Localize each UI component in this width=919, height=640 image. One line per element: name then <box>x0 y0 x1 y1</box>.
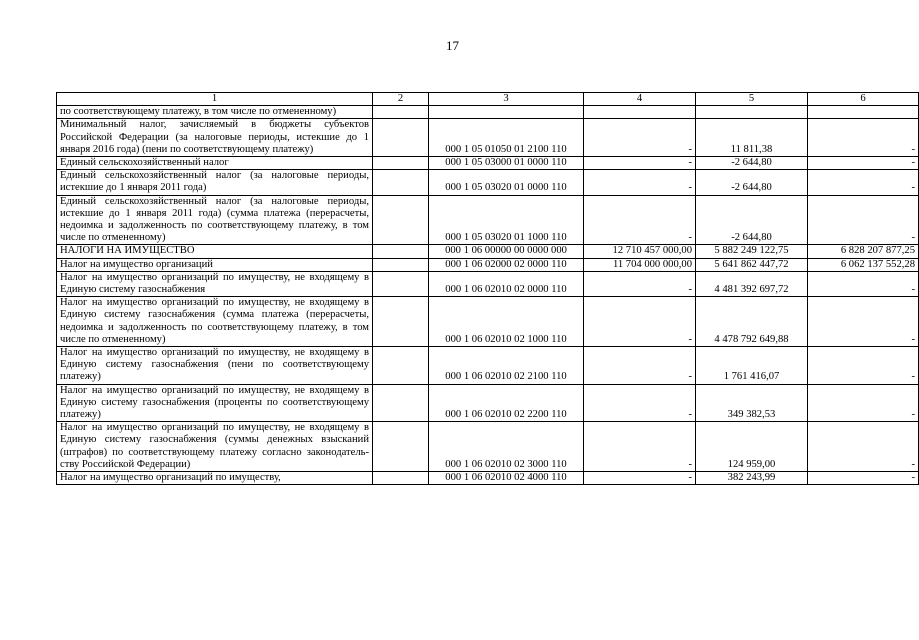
row-col6: - <box>808 347 919 385</box>
row-col2 <box>373 119 429 157</box>
row-name: Единый сельскохозяйственный налог <box>57 157 373 170</box>
row-col6: - <box>808 170 919 195</box>
row-col2 <box>373 271 429 296</box>
row-col6 <box>808 106 919 119</box>
row-col6: - <box>808 297 919 347</box>
row-col5: -2 644,80 <box>696 157 808 170</box>
row-code <box>429 106 584 119</box>
column-header: 3 <box>429 93 584 106</box>
row-col5: 5 882 249 122,75 <box>696 245 808 258</box>
row-name: Налог на имущество организаций по имуществу, не входящему в Единую систему газоснабжения (сумма платежа (перерасчеты, недоимка и задолженность по соответствующему платежу, в том числе по отмененному) <box>57 297 373 347</box>
column-header: 2 <box>373 93 429 106</box>
budget-table <box>56 92 919 485</box>
row-col6: - <box>808 271 919 296</box>
row-col4: - <box>584 157 696 170</box>
row-name: Налог на имущество организаций <box>57 258 373 271</box>
row-code: 000 1 06 02010 02 2200 110 <box>429 384 584 422</box>
row-col4: - <box>584 422 696 472</box>
row-code: 000 1 05 03020 01 0000 110 <box>429 170 584 195</box>
row-name: Налог на имущество организаций по имуществу, не входящему в Единую систему газоснабжения <box>57 271 373 296</box>
row-col2 <box>373 195 429 245</box>
row-name: Налог на имущество организаций по имуществу, не входящему в Единую систему газоснабжения (проценты по соответствующему платежу) <box>57 384 373 422</box>
row-col4: 12 710 457 000,00 <box>584 245 696 258</box>
row-col2 <box>373 347 429 385</box>
table-row <box>57 119 919 157</box>
row-name: Налог на имущество организаций по имуществу, <box>57 472 373 485</box>
row-col2 <box>373 170 429 195</box>
row-col5: -2 644,80 <box>696 170 808 195</box>
row-col5: 4 481 392 697,72 <box>696 271 808 296</box>
table-row <box>57 297 919 347</box>
table-row <box>57 170 919 195</box>
row-col5: 382 243,99 <box>696 472 808 485</box>
row-col5: 1 761 416,07 <box>696 347 808 385</box>
row-col2 <box>373 472 429 485</box>
row-col4: - <box>584 347 696 385</box>
row-col4: - <box>584 170 696 195</box>
table-row <box>57 472 919 485</box>
row-col6: - <box>808 422 919 472</box>
row-code: 000 1 05 01050 01 2100 110 <box>429 119 584 157</box>
page-number: 17 <box>446 38 459 53</box>
column-header: 5 <box>696 93 808 106</box>
row-col4 <box>584 106 696 119</box>
row-col4: - <box>584 472 696 485</box>
row-name: Единый сельскохозяйственный налог (за налоговые периоды, истекшие до 1 января 2011 года) <box>57 170 373 195</box>
row-code: 000 1 06 00000 00 0000 000 <box>429 245 584 258</box>
row-code: 000 1 06 02010 02 2100 110 <box>429 347 584 385</box>
row-col5: 4 478 792 649,88 <box>696 297 808 347</box>
row-code: 000 1 06 02010 02 4000 110 <box>429 472 584 485</box>
column-header: 4 <box>584 93 696 106</box>
row-code: 000 1 06 02010 02 3000 110 <box>429 422 584 472</box>
table-row <box>57 157 919 170</box>
header-row <box>57 93 919 106</box>
row-col4: - <box>584 271 696 296</box>
row-col6: - <box>808 119 919 157</box>
column-header: 6 <box>808 93 919 106</box>
table-row <box>57 195 919 245</box>
row-col5: 124 959,00 <box>696 422 808 472</box>
table-row <box>57 245 919 258</box>
table-row <box>57 271 919 296</box>
row-col4: - <box>584 195 696 245</box>
row-col5: 349 382,53 <box>696 384 808 422</box>
row-col2 <box>373 422 429 472</box>
row-name: по соответствующему платежу, в том числе по отмененному) <box>57 106 373 119</box>
row-name: Налог на имущество организаций по имуществу, не входящему в Единую систему газоснабжения (суммы денежных взысканий (штрафов) по соответствующему платежу согласно законодательству Российской Федерации) <box>57 422 373 472</box>
row-col2 <box>373 106 429 119</box>
row-col2 <box>373 297 429 347</box>
row-code: 000 1 05 03000 01 0000 110 <box>429 157 584 170</box>
table-row <box>57 347 919 385</box>
row-col6: - <box>808 157 919 170</box>
row-code: 000 1 06 02010 02 0000 110 <box>429 271 584 296</box>
row-name: Налог на имущество организаций по имуществу, не входящему в Единую систему газоснабжения (пени по соответствующему платежу) <box>57 347 373 385</box>
row-col4: - <box>584 297 696 347</box>
row-col4: - <box>584 384 696 422</box>
column-header: 1 <box>57 93 373 106</box>
table-row <box>57 422 919 472</box>
row-code: 000 1 06 02000 02 0000 110 <box>429 258 584 271</box>
row-name: НАЛОГИ НА ИМУЩЕСТВО <box>57 245 373 258</box>
row-col6: - <box>808 472 919 485</box>
row-col5 <box>696 106 808 119</box>
row-col5: 5 641 862 447,72 <box>696 258 808 271</box>
row-code: 000 1 06 02010 02 1000 110 <box>429 297 584 347</box>
row-name: Единый сельскохозяйственный налог (за налоговые периоды, истекшие до 1 января 2011 года) (сумма платежа (перерасчеты, недоимка и задолженность по соответствующему платежу, в том числе по отмененному) <box>57 195 373 245</box>
row-col6: - <box>808 195 919 245</box>
row-name: Минимальный налог, зачисляемый в бюджеты субъектов Российской Федерации (за налоговые периоды, истекшие до 1 января 2016 года) (пени по соответствующему платежу) <box>57 119 373 157</box>
row-code: 000 1 05 03020 01 1000 110 <box>429 195 584 245</box>
row-col4: 11 704 000 000,00 <box>584 258 696 271</box>
row-col6: 6 062 137 552,28 <box>808 258 919 271</box>
row-col2 <box>373 384 429 422</box>
row-col2 <box>373 245 429 258</box>
row-col5: -2 644,80 <box>696 195 808 245</box>
table-row <box>57 106 919 119</box>
row-col6: - <box>808 384 919 422</box>
table-row <box>57 384 919 422</box>
row-col5: 11 811,38 <box>696 119 808 157</box>
row-col2 <box>373 157 429 170</box>
row-col4: - <box>584 119 696 157</box>
table-row <box>57 258 919 271</box>
row-col6: 6 828 207 877,25 <box>808 245 919 258</box>
row-col2 <box>373 258 429 271</box>
